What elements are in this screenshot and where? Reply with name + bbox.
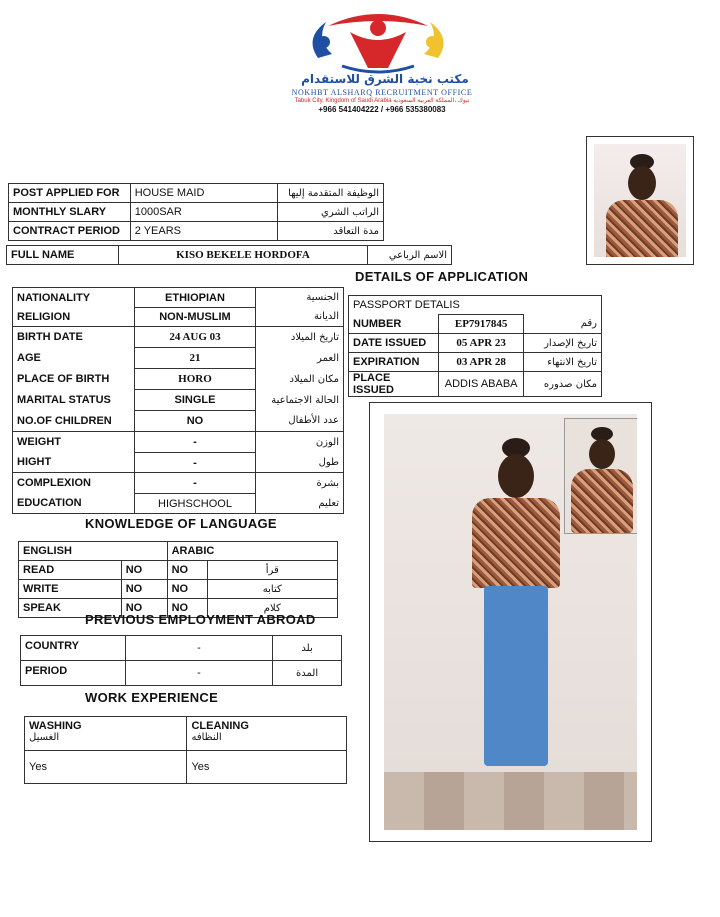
table-row <box>13 494 344 514</box>
post-value: HOUSE MAID <box>130 184 278 203</box>
birth-date-value: 24 AUG 03 <box>134 327 256 348</box>
office-address: Tabuk City, Kingdom of Saudi Arabia تبوك ،المملكة العربية السعودية <box>294 98 470 104</box>
cleaning-arabic: النظافه <box>191 732 222 743</box>
table-row <box>349 334 602 353</box>
office-phones: +966 541404222 / +966 535380083 <box>318 105 446 114</box>
full-name-label: FULL NAME <box>7 246 119 265</box>
office-logo-icon <box>298 8 458 76</box>
table-row <box>9 222 384 241</box>
period-label: PERIOD <box>21 661 126 686</box>
table-row <box>19 580 338 599</box>
table-row <box>13 473 344 494</box>
table-row <box>13 411 344 432</box>
salary-value: 1000SAR <box>130 203 278 222</box>
weight-label: WEIGHT <box>13 432 135 453</box>
office-name-arabic: مكتب نخبة الشرق للاستقدام <box>301 72 469 86</box>
passport-issued-label: DATE ISSUED <box>349 334 439 353</box>
salary-arabic: الراتب الشري <box>278 203 384 222</box>
table-row <box>349 315 602 334</box>
passport-table <box>348 295 602 397</box>
age-arabic: العمر <box>256 348 344 369</box>
write-arabic-label: كتابه <box>207 580 337 599</box>
table-row <box>13 288 344 308</box>
read-arabic-label: قرأ <box>207 561 337 580</box>
place-of-birth-value: HORO <box>134 369 256 390</box>
table-row <box>349 353 602 372</box>
passport-number-value: EP7917845 <box>438 315 524 334</box>
passport-number-arabic: رقم <box>524 315 602 334</box>
weight-arabic: الوزن <box>256 432 344 453</box>
write-arabic: NO <box>167 580 207 599</box>
religion-label: RELIGION <box>13 308 135 327</box>
table-row <box>349 296 602 315</box>
table-row <box>13 348 344 369</box>
age-value: 21 <box>134 348 256 369</box>
contract-arabic: مدة التعاقد <box>278 222 384 241</box>
write-label: WRITE <box>19 580 122 599</box>
passport-place-label: PLACE ISSUED <box>349 372 439 397</box>
passport-expiration-value: 03 APR 28 <box>438 353 524 372</box>
applicant-photo-full <box>369 402 652 842</box>
marital-status-label: MARITAL STATUS <box>13 390 135 411</box>
washing-label: WASHING <box>29 720 82 732</box>
education-arabic: تعليم <box>256 494 344 514</box>
language-heading: KNOWLEDGE OF LANGUAGE <box>85 516 277 531</box>
table-row <box>349 372 602 397</box>
post-table <box>8 183 384 241</box>
period-value: - <box>125 661 272 686</box>
marital-status-value: SINGLE <box>134 390 256 411</box>
full-name-value: KISO BEKELE HORDOFA <box>118 246 367 265</box>
details-table <box>12 287 344 514</box>
cleaning-label: CLEANING <box>191 720 249 732</box>
table-row <box>13 390 344 411</box>
table-row <box>7 246 452 265</box>
passport-place-value: ADDIS ABABA <box>438 372 524 397</box>
passport-expiration-label: EXPIRATION <box>349 353 439 372</box>
full-name-table <box>6 245 452 265</box>
passport-issued-value: 05 APR 23 <box>438 334 524 353</box>
table-row <box>13 308 344 327</box>
table-row <box>13 327 344 348</box>
children-value: NO <box>134 411 256 432</box>
post-arabic: الوظيفة المتقدمة إليها <box>278 184 384 203</box>
read-arabic: NO <box>167 561 207 580</box>
country-arabic: بلد <box>273 636 342 661</box>
table-row <box>9 203 384 222</box>
complexion-value: - <box>134 473 256 494</box>
table-row <box>25 751 347 784</box>
nationality-label: NATIONALITY <box>13 288 135 308</box>
table-row <box>21 636 342 661</box>
contract-label: CONTRACT PERIOD <box>9 222 131 241</box>
work-heading: WORK EXPERIENCE <box>85 690 219 705</box>
passport-expiration-arabic: تاريخ الانتهاء <box>524 353 602 372</box>
table-row <box>19 561 338 580</box>
employment-table <box>20 635 342 686</box>
table-row <box>21 661 342 686</box>
table-row <box>25 717 347 751</box>
age-label: AGE <box>13 348 135 369</box>
children-label: NO.OF CHILDREN <box>13 411 135 432</box>
height-label: HIGHT <box>13 453 135 473</box>
contract-value: 2 YEARS <box>130 222 278 241</box>
write-english: NO <box>121 580 167 599</box>
table-row <box>13 432 344 453</box>
read-label: READ <box>19 561 122 580</box>
washing-value: Yes <box>25 751 187 784</box>
complexion-arabic: بشرة <box>256 473 344 494</box>
language-table <box>18 541 338 618</box>
header <box>236 8 528 112</box>
place-of-birth-label: PLACE OF BIRTH <box>13 369 135 390</box>
nationality-value: ETHIOPIAN <box>134 288 256 308</box>
full-name-arabic: الاسم الرباعي <box>368 246 452 265</box>
speak-english: NO <box>121 599 167 618</box>
cleaning-value: Yes <box>187 751 347 784</box>
employment-heading: PREVIOUS EMPLOYMENT ABROAD <box>85 612 316 627</box>
period-arabic: المدة <box>273 661 342 686</box>
height-value: - <box>134 453 256 473</box>
post-label: POST APPLIED FOR <box>9 184 131 203</box>
passport-number-label: NUMBER <box>349 315 439 334</box>
passport-title: PASSPORT DETALIS <box>349 296 602 315</box>
passport-place-arabic: مكان صدوره <box>524 372 602 397</box>
language-col-english: ENGLISH <box>19 542 168 561</box>
table-row <box>13 369 344 390</box>
details-heading: DETAILS OF APPLICATION <box>355 269 529 284</box>
speak-arabic-label: كلام <box>207 599 337 618</box>
birth-date-arabic: تاريخ الميلاد <box>256 327 344 348</box>
birth-date-label: BIRTH DATE <box>13 327 135 348</box>
washing-arabic: الغسيل <box>29 732 60 743</box>
washing-cell <box>25 717 187 751</box>
work-table <box>24 716 347 784</box>
salary-label: MONTHLY SLARY <box>9 203 131 222</box>
nationality-arabic: الجنسية <box>256 288 344 308</box>
speak-label: SPEAK <box>19 599 122 618</box>
religion-arabic: الديانة <box>256 308 344 327</box>
table-row <box>13 453 344 473</box>
read-english: NO <box>121 561 167 580</box>
office-name-english: NOKHBT ALSHARQ RECRUITMENT OFFICE <box>291 88 473 97</box>
height-arabic: طول <box>256 453 344 473</box>
education-value: HIGHSCHOOL <box>134 494 256 514</box>
passport-issued-arabic: تاريخ الإصدار <box>524 334 602 353</box>
country-label: COUNTRY <box>21 636 126 661</box>
country-value: - <box>125 636 272 661</box>
cleaning-cell <box>187 717 347 751</box>
weight-value: - <box>134 432 256 453</box>
education-label: EDUCATION <box>13 494 135 514</box>
children-arabic: عدد الأطفال <box>256 411 344 432</box>
marital-status-arabic: الحالة الاجتماعية <box>256 390 344 411</box>
table-row <box>9 184 384 203</box>
complexion-label: COMPLEXION <box>13 473 135 494</box>
table-row <box>19 542 338 561</box>
language-col-arabic: ARABIC <box>167 542 337 561</box>
applicant-photo-small <box>586 136 694 265</box>
place-of-birth-arabic: مكان الميلاد <box>256 369 344 390</box>
speak-arabic: NO <box>167 599 207 618</box>
religion-value: NON-MUSLIM <box>134 308 256 327</box>
